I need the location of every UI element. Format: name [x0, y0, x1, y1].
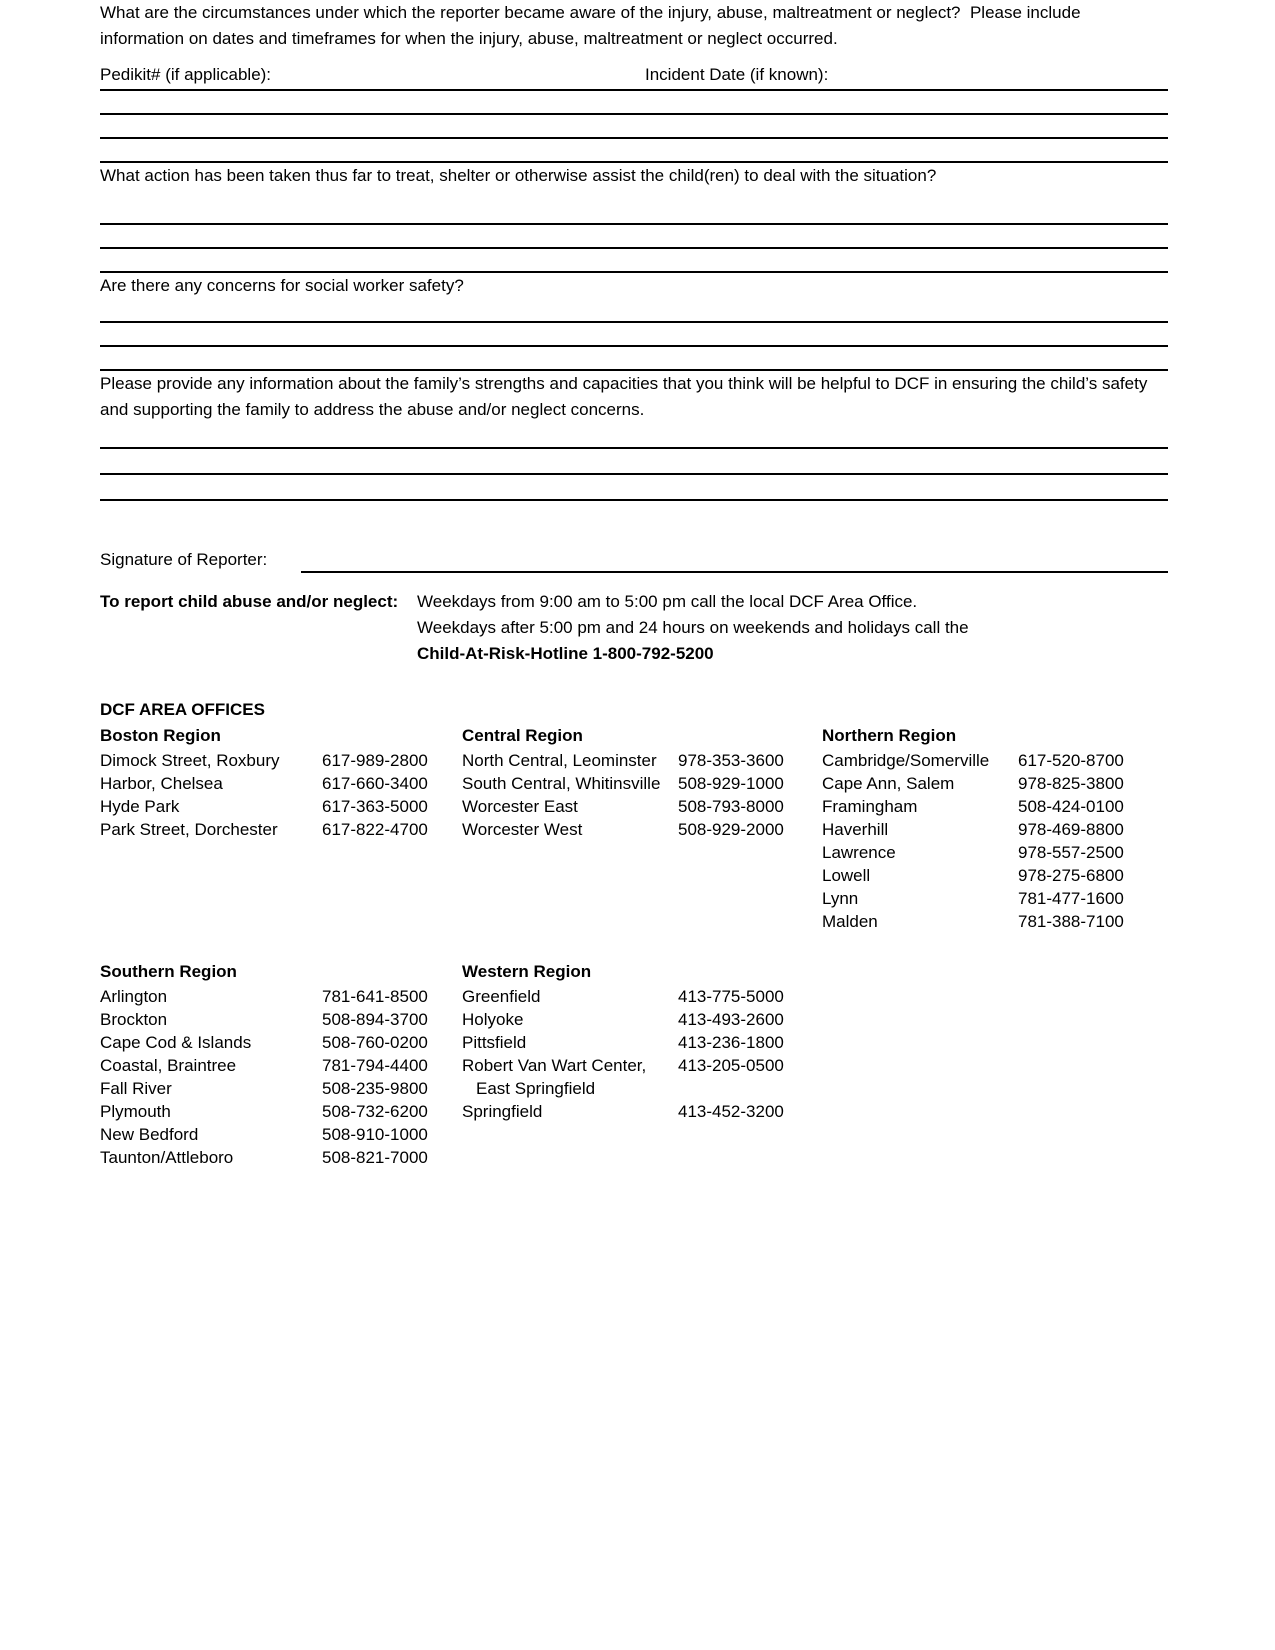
region-title: Northern Region [822, 726, 957, 745]
office-phone: 978-825-3800 [1018, 774, 1124, 793]
question-strengths: Please provide any information about the family’s strengths and capacities that you think will be helpful to DCF in ensuring the child’s safety and supporting the family to address the abuse and/or neglect concerns. [100, 374, 1153, 419]
office-row [100, 1008, 462, 1031]
office-phone: 508-910-1000 [322, 1125, 428, 1144]
answer-lines-strengths [100, 423, 1168, 501]
office-row [100, 1100, 462, 1123]
office-phone: 978-557-2500 [1018, 843, 1124, 862]
office-phone: 413-775-5000 [678, 987, 784, 1006]
answer-line[interactable] [100, 201, 1168, 225]
office-name: Park Street, Dorchester [100, 820, 278, 839]
question-action: What action has been taken thus far to treat, shelter or otherwise assist the child(ren) to deal with the situation? [100, 166, 937, 185]
office-phone: 617-660-3400 [322, 774, 428, 793]
office-name: Cape Ann, Salem [822, 774, 955, 793]
question-circumstances: What are the circumstances under which the reporter became aware of the injury, abuse, maltreatment or neglect? Please include information on dates and timeframes for when the injury, abuse, maltreatment or neglect occurred. [100, 3, 1086, 48]
office-phone: 508-929-2000 [678, 820, 784, 839]
office-phone: 508-894-3700 [322, 1010, 428, 1029]
office-phone: 617-520-8700 [1018, 751, 1124, 770]
region-title: Southern Region [100, 962, 237, 981]
office-name: Lynn [822, 889, 859, 908]
answer-line[interactable] [100, 91, 1168, 115]
office-name: Robert Van Wart Center, East Springfield [462, 1054, 678, 1100]
answer-lines-safety [100, 299, 1168, 371]
office-row [462, 1100, 822, 1123]
office-name: South Central, Whitinsville [462, 774, 661, 793]
office-name: New Bedford [100, 1125, 199, 1144]
office-name: Lawrence [822, 843, 896, 862]
office-phone: 978-469-8800 [1018, 820, 1124, 839]
region-title: Western Region [462, 962, 592, 981]
region-western-region [462, 959, 822, 1123]
answer-line[interactable] [100, 475, 1168, 501]
office-name: Coastal, Braintree [100, 1056, 237, 1075]
office-row [100, 1146, 462, 1169]
region-boston-region [100, 723, 462, 841]
office-row [100, 1054, 462, 1077]
office-name: Cambridge/Somerville [822, 751, 990, 770]
office-phone: 617-363-5000 [322, 797, 428, 816]
office-phone: 781-477-1600 [1018, 889, 1124, 908]
office-row [462, 985, 822, 1008]
office-row [100, 1031, 462, 1054]
report-lines [417, 589, 969, 667]
office-row [822, 910, 1168, 933]
office-phone: 508-235-9800 [322, 1079, 428, 1098]
office-phone: 781-794-4400 [322, 1056, 428, 1075]
answer-line[interactable] [100, 115, 1168, 139]
region-northern-region [822, 723, 1168, 933]
office-name: Haverhill [822, 820, 889, 839]
office-row [822, 818, 1168, 841]
office-row [822, 841, 1168, 864]
office-row [462, 772, 822, 795]
office-name: Springfield [462, 1102, 543, 1121]
office-name: Greenfield [462, 987, 541, 1006]
office-row [822, 749, 1168, 772]
office-phone: 508-424-0100 [1018, 797, 1124, 816]
office-phone: 978-275-6800 [1018, 866, 1124, 885]
office-name: Taunton/Attleboro [100, 1148, 234, 1167]
office-phone: 413-236-1800 [678, 1033, 784, 1052]
regions-row-1 [100, 723, 1168, 933]
office-phone: 508-793-8000 [678, 797, 784, 816]
office-name: Framingham [822, 797, 918, 816]
office-row [100, 795, 462, 818]
office-phone: 413-493-2600 [678, 1010, 784, 1029]
office-name: Fall River [100, 1079, 172, 1098]
office-phone: 978-353-3600 [678, 751, 784, 770]
office-row [462, 818, 822, 841]
office-row [822, 795, 1168, 818]
answer-line[interactable] [100, 139, 1168, 163]
regions-row-2 [100, 959, 1168, 1169]
office-name: Worcester East [462, 797, 578, 816]
report-instructions [100, 589, 1168, 667]
office-name-line2: East Springfield [476, 1079, 596, 1098]
office-name: Plymouth [100, 1102, 171, 1121]
office-phone: 413-452-3200 [678, 1102, 784, 1121]
office-name: Pittsfield [462, 1033, 527, 1052]
office-row [100, 1077, 462, 1100]
field-col [100, 62, 645, 88]
pedikit-incident-row [100, 62, 1168, 91]
office-name: Worcester West [462, 820, 583, 839]
office-row [822, 772, 1168, 795]
region-central-region [462, 723, 822, 841]
answer-line[interactable] [100, 323, 1168, 347]
office-phone: 508-732-6200 [322, 1102, 428, 1121]
office-name: Arlington [100, 987, 168, 1006]
answer-line[interactable] [100, 449, 1168, 475]
office-name: North Central, Leominster [462, 751, 657, 770]
office-row [462, 1031, 822, 1054]
answer-line[interactable] [100, 299, 1168, 323]
office-name: Brockton [100, 1010, 168, 1029]
office-row [100, 818, 462, 841]
office-row [100, 772, 462, 795]
office-phone: 781-388-7100 [1018, 912, 1124, 931]
signature-row [100, 547, 1168, 573]
office-row [822, 864, 1168, 887]
report-label: To report child abuse and/or neglect: [100, 592, 399, 611]
incident-date-label: Incident Date (if known): [645, 65, 829, 84]
office-row [462, 749, 822, 772]
office-phone: 508-929-1000 [678, 774, 784, 793]
office-name: Dimock Street, Roxbury [100, 751, 280, 770]
office-row [462, 1008, 822, 1031]
question-safety: Are there any concerns for social worker safety? [100, 276, 464, 295]
form-content [100, 0, 1168, 1169]
answer-line[interactable] [100, 249, 1168, 273]
hotline-number: Child-At-Risk-Hotline 1-800-792-5200 [417, 644, 714, 663]
report-instruction-line: Weekdays after 5:00 pm and 24 hours on weekends and holidays call the [417, 618, 969, 637]
office-name: Lowell [822, 866, 871, 885]
office-phone: 617-822-4700 [322, 820, 428, 839]
office-phone: 413-205-0500 [678, 1056, 784, 1075]
answer-lines-circumstances [100, 91, 1168, 163]
office-phone: 508-760-0200 [322, 1033, 428, 1052]
answer-line[interactable] [100, 347, 1168, 371]
region-southern-region [100, 959, 462, 1169]
answer-line[interactable] [100, 225, 1168, 249]
office-row [462, 1054, 822, 1100]
office-phone: 508-821-7000 [322, 1148, 428, 1167]
office-row [822, 887, 1168, 910]
answer-line[interactable] [100, 423, 1168, 449]
office-name: Harbor, Chelsea [100, 774, 223, 793]
office-name: Holyoke [462, 1010, 524, 1029]
offices-title: DCF AREA OFFICES [100, 700, 265, 719]
office-phone: 781-641-8500 [322, 987, 428, 1006]
office-name: Malden [822, 912, 878, 931]
signature-line[interactable] [301, 547, 1168, 573]
answer-lines-action [100, 201, 1168, 273]
signature-label: Signature of Reporter: [100, 550, 268, 569]
office-row [100, 1123, 462, 1146]
report-instruction-line: Weekdays from 9:00 am to 5:00 pm call the local DCF Area Office. [417, 592, 918, 611]
office-row [100, 985, 462, 1008]
region-title: Boston Region [100, 726, 221, 745]
office-phone: 617-989-2800 [322, 751, 428, 770]
office-row [462, 795, 822, 818]
office-row [100, 749, 462, 772]
pedikit-label: Pedikit# (if applicable): [100, 65, 272, 84]
office-name: Cape Cod & Islands [100, 1033, 252, 1052]
region-title: Central Region [462, 726, 583, 745]
office-name: Hyde Park [100, 797, 180, 816]
